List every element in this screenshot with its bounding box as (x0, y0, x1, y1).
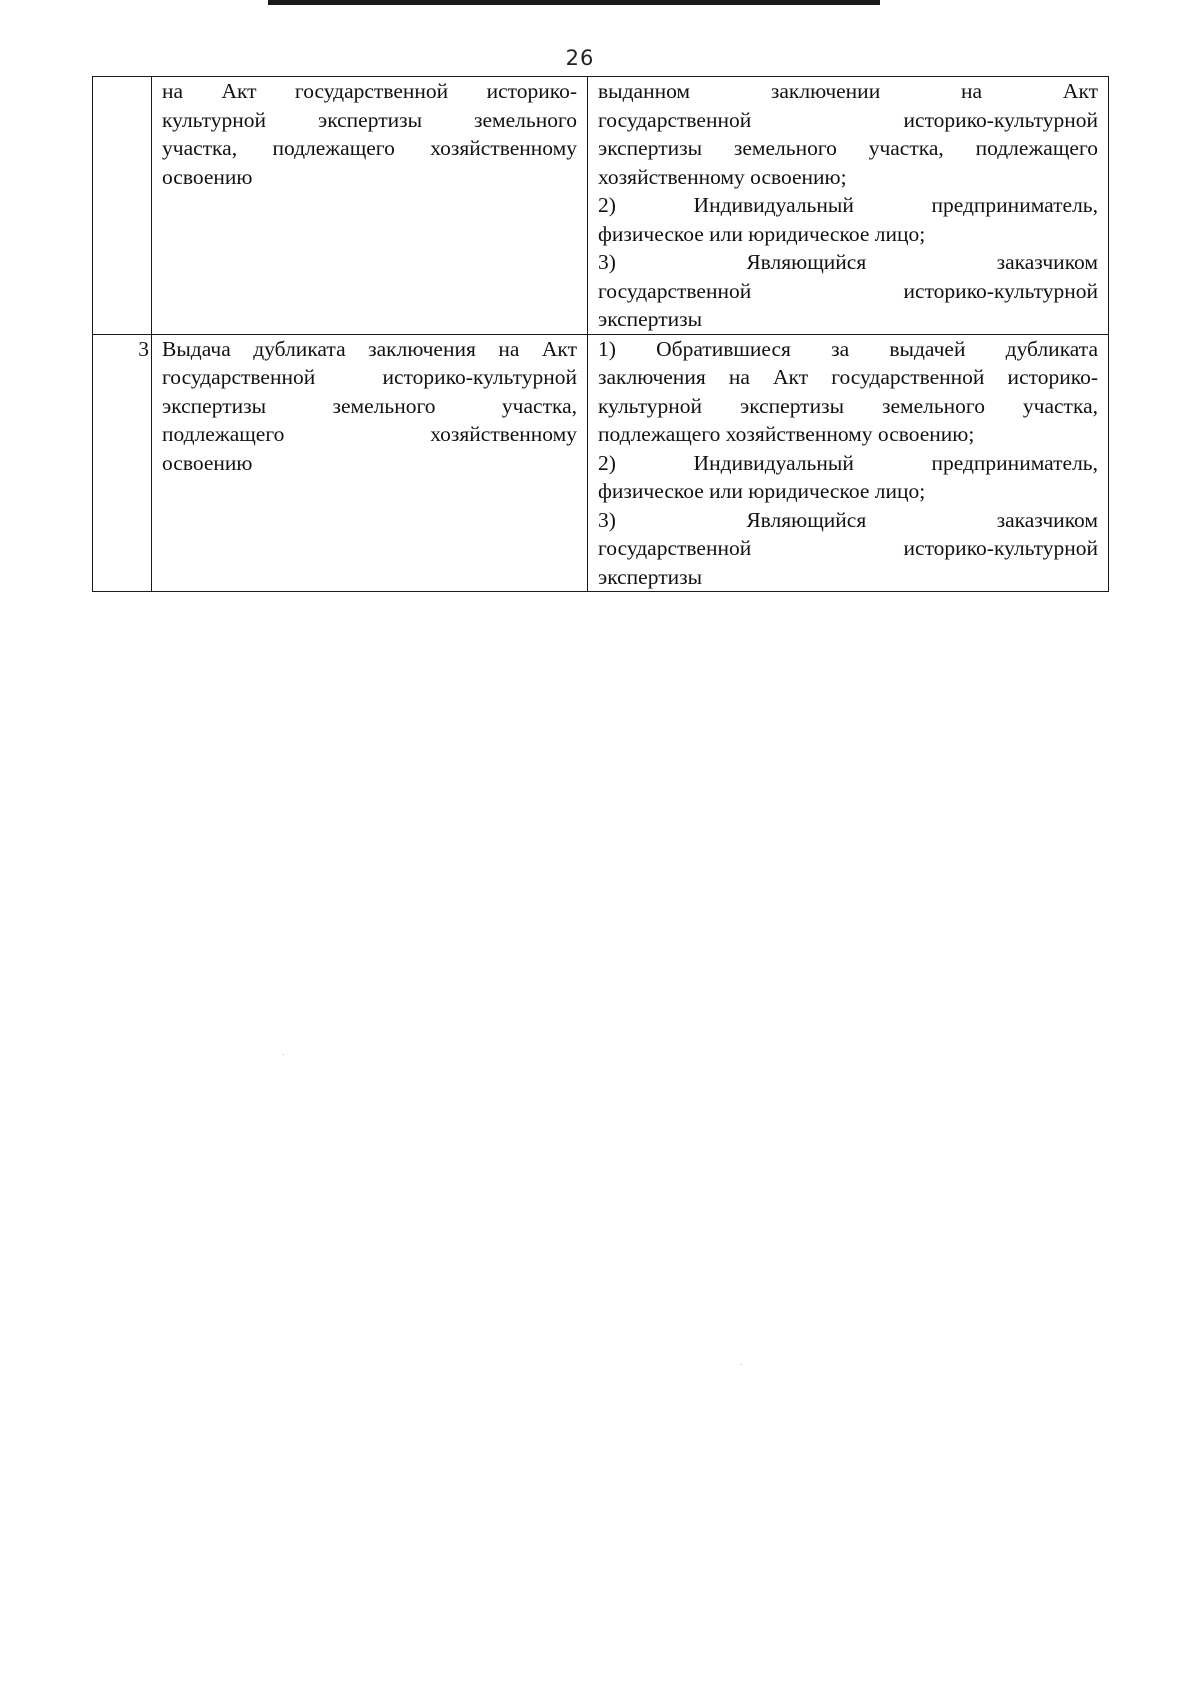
applicant-line: хозяйственному освоению; (598, 164, 847, 189)
applicant-line: государственной историко-культурной (598, 278, 1098, 303)
service-name-line: государственной историко-культурной (162, 365, 577, 389)
scan-speck (283, 1054, 284, 1055)
service-name-cell (152, 334, 588, 592)
service-name-line: экспертизы земельного участка, (162, 393, 577, 418)
applicant-cell (588, 334, 1109, 592)
service-name-line: освоению (162, 164, 253, 189)
applicant-cell (588, 77, 1109, 335)
row-number-cell (93, 77, 152, 335)
service-name-line: освоению (162, 450, 253, 475)
table-row (93, 334, 1109, 592)
applicant-line: подлежащего хозяйственному освоению; (598, 422, 975, 446)
service-name-line: на Акт государственной историко- (162, 79, 577, 103)
service-name-line: культурной экспертизы земельного (162, 107, 577, 132)
page-number: 26 (565, 46, 595, 70)
scan-top-bar (268, 0, 880, 5)
applicant-line: государственной историко-культурной (598, 536, 1098, 560)
scan-speck (741, 1364, 742, 1365)
applicant-line: заключения на Акт государственной историко- (598, 365, 1098, 389)
applicant-line: культурной экспертизы земельного участка, (598, 393, 1098, 418)
service-name-line: участка, подлежащего хозяйственному (162, 136, 577, 160)
applicant-line: 2) Индивидуальный предприниматель, (598, 450, 1098, 475)
applicant-line: экспертизы (598, 307, 703, 331)
applicant-line: государственной историко-культурной (598, 107, 1098, 132)
service-name-cell (152, 77, 588, 335)
row-number-cell: 3 (93, 334, 152, 592)
service-name-line: Выдача дубликата заключения на Акт (162, 336, 577, 361)
table-row (93, 77, 1109, 335)
applicant-line: 2) Индивидуальный предприниматель, (598, 193, 1098, 217)
service-name-line: подлежащего хозяйственному (162, 422, 577, 446)
applicant-line: физическое или юридическое лицо; (598, 221, 926, 246)
applicant-line: экспертизы (598, 564, 703, 589)
applicant-line: экспертизы земельного участка, подлежащего (598, 136, 1098, 160)
applicant-line: 3) Являющийся заказчиком (598, 507, 1098, 532)
services-table (92, 76, 1109, 592)
applicant-line: выданном заключении на Акт (598, 79, 1098, 103)
applicant-line: 3) Являющийся заказчиком (598, 250, 1098, 274)
applicant-line: физическое или юридическое лицо; (598, 479, 926, 503)
applicant-line: 1) Обратившиеся за выдачей дубликата (598, 336, 1098, 361)
